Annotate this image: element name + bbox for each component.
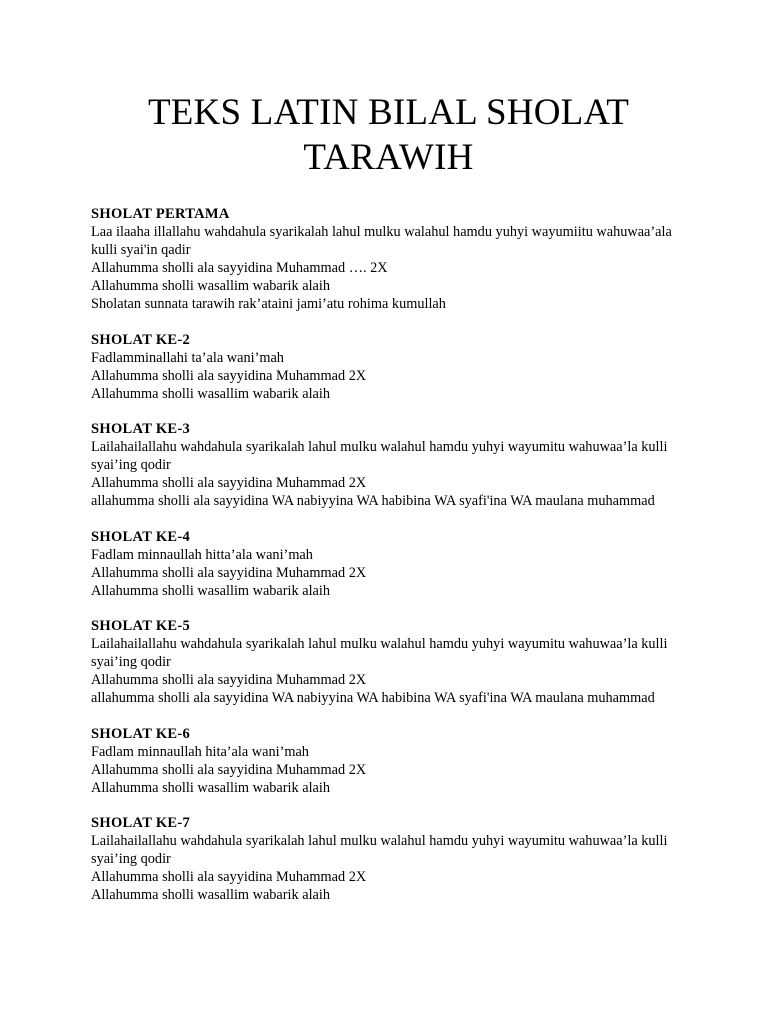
section-heading: SHOLAT PERTAMA bbox=[91, 206, 230, 222]
section-line: Laa ilaaha illallahu wahdahula syarikalah lahul mulku walahul hamdu yuhyi wayumiitu wahuwaa’ala kulli syai'in qadir bbox=[91, 224, 672, 258]
section-heading: SHOLAT KE-3 bbox=[91, 421, 191, 437]
section-line: Allahumma sholli ala sayyidina Muhammad …. 2X bbox=[91, 260, 388, 276]
section-sholat-ke-3 bbox=[91, 420, 708, 510]
section-sholat-ke-6 bbox=[91, 725, 708, 797]
section-heading: SHOLAT KE-6 bbox=[91, 725, 191, 742]
section-line: Allahumma sholli wasallim wabarik alaih bbox=[91, 278, 331, 294]
section-line: Allahumma sholli ala sayyidina Muhammad 2X bbox=[91, 475, 367, 491]
section-heading: SHOLAT KE-2 bbox=[91, 331, 191, 348]
section-line: Lailahailallahu wahdahula syarikalah lahul mulku walahul hamdu yuhyi wayumitu wahuwaa’la kulli syai’ing qodir bbox=[91, 636, 668, 670]
section-line: allahumma sholli ala sayyidina WA nabiyyina WA habibina WA syafi'ina WA maulana muhammad bbox=[91, 493, 655, 509]
section-heading: SHOLAT KE-4 bbox=[91, 528, 191, 545]
section-line: Allahumma sholli ala sayyidina Muhammad 2X bbox=[91, 869, 367, 885]
section-sholat-ke-4 bbox=[91, 528, 708, 600]
section-line: Allahumma sholli wasallim wabarik alaih bbox=[91, 887, 331, 903]
section-line: Allahumma sholli wasallim wabarik alaih bbox=[91, 582, 331, 599]
section-sholat-ke-2 bbox=[91, 331, 708, 403]
section-line: Lailahailallahu wahdahula syarikalah lahul mulku walahul hamdu yuhyi wayumitu wahuwaa’la kulli syai’ing qodir bbox=[91, 833, 668, 867]
section-heading: SHOLAT KE-5 bbox=[91, 618, 191, 634]
section-list bbox=[91, 205, 708, 904]
section-line: Fadlamminallahi ta’ala wani’mah bbox=[91, 349, 284, 366]
section-line: allahumma sholli ala sayyidina WA nabiyyina WA habibina WA syafi'ina WA maulana muhammad bbox=[91, 690, 655, 706]
section-line: Allahumma sholli ala sayyidina Muhammad 2X bbox=[91, 761, 367, 778]
section-line: Allahumma sholli ala sayyidina Muhammad 2X bbox=[91, 367, 367, 384]
section-line: Lailahailallahu wahdahula syarikalah lahul mulku walahul hamdu yuhyi wayumitu wahuwaa’la kulli syai’ing qodir bbox=[91, 439, 668, 473]
section-heading: SHOLAT KE-7 bbox=[91, 815, 191, 831]
section-line: Fadlam minnaullah hitta’ala wani’mah bbox=[91, 546, 313, 563]
section-line: Sholatan sunnata tarawih rak’ataini jami’atu rohima kumullah bbox=[91, 296, 446, 312]
section-sholat-ke-5 bbox=[91, 617, 708, 707]
section-line: Allahumma sholli ala sayyidina Muhammad 2X bbox=[91, 564, 367, 581]
section-line: Allahumma sholli wasallim wabarik alaih bbox=[91, 385, 331, 402]
section-sholat-ke-7 bbox=[91, 814, 708, 904]
section-line: Allahumma sholli wasallim wabarik alaih bbox=[91, 779, 331, 796]
document-title: TEKS LATIN BILAL SHOLAT TARAWIH bbox=[147, 92, 630, 178]
section-line: Fadlam minnaullah hita’ala wani’mah bbox=[91, 743, 309, 760]
section-line: Allahumma sholli ala sayyidina Muhammad 2X bbox=[91, 672, 367, 688]
section-sholat-pertama bbox=[91, 205, 708, 313]
